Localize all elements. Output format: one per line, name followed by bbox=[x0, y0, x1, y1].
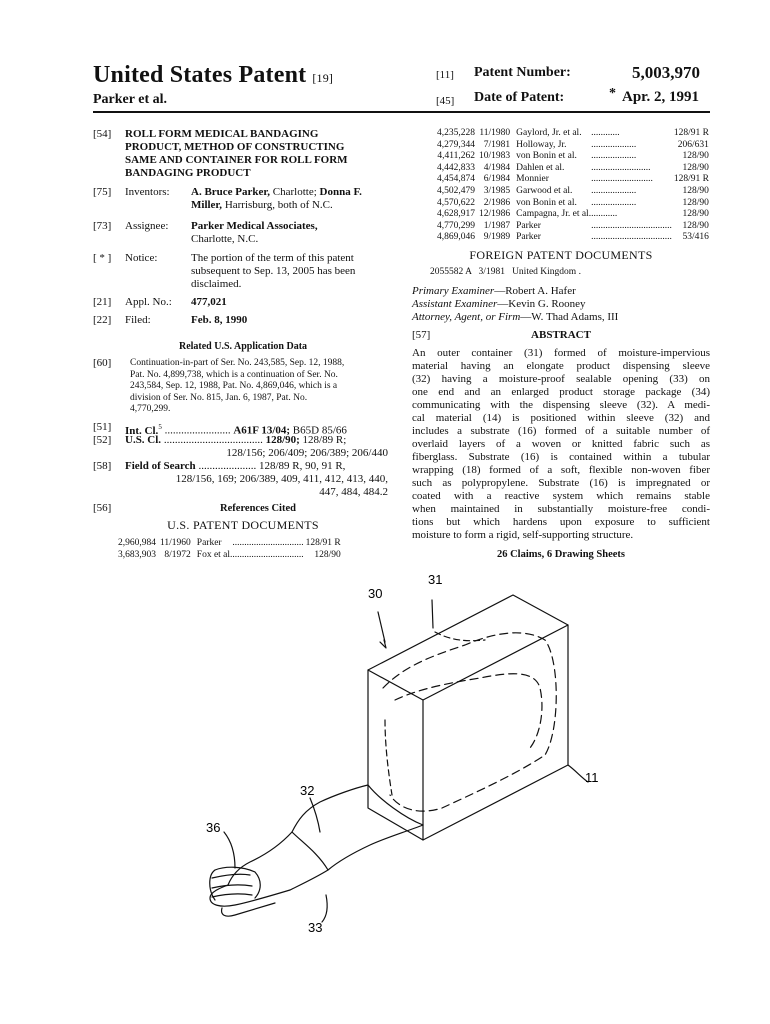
ref-number: 3,683,903 bbox=[118, 549, 156, 560]
field-code: [73] bbox=[93, 220, 112, 232]
field-label: Appl. No.: bbox=[125, 296, 172, 308]
roll-inner-dashed bbox=[395, 674, 542, 748]
ref-leader-dots: .............................. bbox=[232, 538, 304, 548]
field-label: Assignee: bbox=[125, 220, 169, 232]
inventor-name: Donna F. bbox=[319, 186, 362, 198]
field-code: [57] bbox=[412, 329, 431, 341]
ref-name: Holloway, Jr. bbox=[516, 139, 567, 150]
ref-number: 4,770,299 bbox=[437, 220, 475, 231]
field-code: [52] bbox=[93, 434, 112, 446]
inventor-name: A. Bruce Parker, bbox=[191, 186, 271, 198]
continuation-line: 243,584, Sep. 12, 1988, Pat. No. 4,869,046, which is a bbox=[130, 381, 338, 391]
inventor-city: Charlotte; bbox=[270, 186, 320, 198]
seam-dashed bbox=[435, 632, 485, 641]
left-column bbox=[93, 128, 393, 568]
left-refs-table bbox=[118, 538, 341, 561]
ref-name: Monnier bbox=[516, 174, 549, 185]
ref-name: Dahlen et al. bbox=[516, 162, 565, 173]
sleeve-crease bbox=[292, 832, 328, 870]
ref-leader-dots: ............ bbox=[591, 128, 620, 138]
field-code: [22] bbox=[93, 314, 112, 326]
field-notice bbox=[93, 252, 393, 291]
ref-class: 128/90 bbox=[314, 549, 341, 560]
reference-row bbox=[437, 209, 709, 221]
field-superscript: 5 bbox=[158, 423, 162, 431]
invention-title-line: PRODUCT, METHOD OF CONSTRUCTING bbox=[125, 141, 345, 153]
tab-line bbox=[212, 894, 252, 897]
attorney-value: —W. Thad Adams, III bbox=[520, 311, 619, 323]
ref-number: 4,235,228 bbox=[437, 128, 475, 138]
field-56-references bbox=[93, 502, 393, 515]
continuation-line: division of Ser. No. 815, Jan. 6, 1987, Pat. No. bbox=[130, 392, 308, 403]
patent-authors: Parker et al. bbox=[93, 92, 167, 107]
ref-name: Parker bbox=[516, 232, 541, 243]
ref-class: 128/90 bbox=[682, 197, 709, 208]
us-cl-value: 128/89 R; bbox=[299, 434, 347, 446]
abstract-line: overlaid layers of a woven or knitted fabric such as bbox=[412, 438, 710, 450]
field-label: Inventors: bbox=[125, 186, 170, 198]
field-label: Notice: bbox=[125, 252, 158, 264]
reference-row bbox=[437, 186, 709, 198]
continuation-line: Pat. No. 4,899,738, which is a continuation of Ser. No. bbox=[130, 369, 338, 380]
ref-date: 8/1972 bbox=[164, 549, 191, 560]
reference-row bbox=[437, 140, 709, 152]
leader-36 bbox=[224, 832, 235, 868]
front-dashed bbox=[385, 720, 392, 795]
leader-30 bbox=[378, 612, 385, 642]
int-cl-value: A61F 13/04; bbox=[233, 424, 291, 437]
attorney-label: Attorney, Agent, or Firm bbox=[412, 311, 521, 323]
ref-date: 12/1986 bbox=[479, 209, 511, 220]
right-column bbox=[412, 128, 710, 568]
tab-line bbox=[212, 885, 252, 888]
reference-row bbox=[437, 174, 709, 186]
primary-examiner-label: Primary Examiner bbox=[412, 285, 495, 297]
field-label: Filed: bbox=[125, 314, 151, 326]
field-label: Field of Search bbox=[125, 460, 196, 472]
ref-date: 11/1980 bbox=[479, 128, 511, 138]
abstract-line: coated with a reactive system which remains stable bbox=[412, 490, 710, 502]
ref-date: 2/1986 bbox=[483, 197, 511, 208]
assignee-city: Charlotte, N.C. bbox=[191, 233, 259, 245]
patent-number-value: 5,003,970 bbox=[632, 63, 700, 82]
search-continuation: 447, 484, 484.2 bbox=[319, 486, 388, 498]
references-heading: References Cited bbox=[220, 503, 296, 514]
field-code: [56] bbox=[93, 502, 112, 514]
field-60-continuation bbox=[93, 358, 393, 416]
field-code: [54] bbox=[93, 128, 112, 140]
ref-leader-dots: ................... bbox=[591, 185, 637, 196]
abstract-line: includes a substrate (16) formed of a suitable number of bbox=[412, 425, 710, 437]
field-code: [51] bbox=[93, 421, 112, 433]
reference-row bbox=[118, 550, 341, 562]
abstract-line: when maintained in substantially moisture-free condi- bbox=[412, 503, 710, 515]
ref-leader-dots: ................... bbox=[591, 151, 637, 162]
ref-name: Campagna, Jr. et al. bbox=[516, 209, 592, 220]
ref-class: 128/90 bbox=[682, 220, 709, 231]
leader-31 bbox=[432, 600, 433, 628]
tab-bottom bbox=[222, 903, 275, 916]
assistant-examiner-value: —Kevin G. Rooney bbox=[497, 298, 586, 310]
header-rule bbox=[93, 111, 710, 113]
ref-number: 4,502,479 bbox=[437, 185, 475, 196]
ref-date: 1/1987 bbox=[483, 220, 511, 231]
label-33: 33 bbox=[308, 920, 323, 935]
ref-class: 128/91 R bbox=[305, 538, 341, 548]
ref-leader-dots: ................... bbox=[591, 197, 637, 208]
leader-dots: ..................... bbox=[195, 460, 259, 472]
invention-title-line: BANDAGING PRODUCT bbox=[125, 167, 251, 179]
container-right-face bbox=[423, 625, 568, 840]
inventor-name: Miller, bbox=[191, 199, 223, 211]
ref-date: 4/1984 bbox=[483, 162, 511, 173]
reference-row bbox=[437, 151, 709, 163]
abstract-body bbox=[412, 347, 710, 542]
title-text: United States Patent bbox=[93, 62, 307, 88]
abstract-line: such as polypropylene. Substrate (16) is impregnated or bbox=[412, 477, 710, 489]
field-75-inventors bbox=[93, 186, 393, 212]
primary-examiner-line bbox=[412, 285, 576, 298]
assistant-examiner-label: Assistant Examiner bbox=[412, 298, 498, 310]
inventor-line bbox=[191, 199, 393, 212]
ref-number: 4,454,874 bbox=[437, 174, 475, 185]
attorney-line bbox=[412, 311, 618, 324]
ref-name: von Bonin et al. bbox=[516, 151, 577, 162]
abstract-line: one end and an enlarged product storage package (34) bbox=[412, 386, 710, 398]
ref-number: 4,869,046 bbox=[437, 232, 475, 243]
ref-class: 128/90 bbox=[682, 185, 709, 196]
ref-class: 53/416 bbox=[682, 232, 709, 243]
notice-line: The portion of the term of this patent bbox=[191, 252, 354, 264]
references-table bbox=[118, 538, 341, 561]
label-11: 11 bbox=[585, 770, 599, 785]
appl-no-value: 477,021 bbox=[191, 296, 227, 308]
ref-class: 128/90 bbox=[682, 209, 709, 220]
date-code: [45] bbox=[436, 95, 455, 107]
ref-leader-dots: .......................... bbox=[591, 174, 653, 185]
patent-title bbox=[93, 62, 333, 89]
us-patent-docs-heading: U.S. PATENT DOCUMENTS bbox=[167, 518, 319, 532]
ref-date: 3/1985 bbox=[483, 185, 511, 196]
abstract-line: tions but which hardens upon exposure to sufficient bbox=[412, 516, 710, 528]
ref-class: 128/90 bbox=[682, 162, 709, 173]
abstract-line: moisture to form a rigid, self-supporting structure. bbox=[412, 529, 634, 541]
ref-leader-dots: .............................. bbox=[232, 549, 304, 560]
field-code: [ * ] bbox=[93, 252, 112, 264]
ref-class: 128/90 bbox=[682, 151, 709, 162]
field-code: [75] bbox=[93, 186, 112, 198]
field-58-search bbox=[93, 460, 393, 499]
inventor-city: Harrisburg, both of N.C. bbox=[222, 199, 333, 211]
field-57-abstract-header bbox=[412, 329, 710, 342]
abstract-line: An outer container (31) formed of moisture-impervious bbox=[412, 347, 710, 359]
field-label: U.S. Cl. bbox=[125, 434, 162, 446]
assistant-examiner-line bbox=[412, 298, 586, 311]
references-table bbox=[437, 128, 709, 244]
leader-dots: .................................... bbox=[161, 434, 266, 446]
abstract-line: fiberglass. Substrate (16) is contained within a tubular bbox=[412, 451, 710, 463]
assignee-name: Parker Medical Associates, bbox=[191, 220, 318, 232]
abstract-heading: ABSTRACT bbox=[531, 329, 591, 341]
search-value: 128/89 R, 90, 91 R, bbox=[258, 460, 346, 472]
ref-class: 206/631 bbox=[677, 139, 709, 150]
field-code: [21] bbox=[93, 296, 112, 308]
field-73-assignee bbox=[93, 220, 393, 246]
notice-line: disclaimed. bbox=[191, 278, 242, 290]
continuation-line: Continuation-in-part of Ser. No. 243,585, Sep. 12, 1988, bbox=[130, 358, 345, 368]
label-31: 31 bbox=[428, 572, 443, 587]
ref-leader-dots: ......................... bbox=[591, 162, 651, 173]
ref-number: 4,279,344 bbox=[437, 139, 475, 150]
ref-name: Fox et al. bbox=[196, 549, 233, 560]
reference-row bbox=[437, 232, 709, 244]
patent-drawing bbox=[180, 570, 600, 940]
ref-date: 11/1960 bbox=[160, 538, 191, 548]
ref-leader-dots: .................................. bbox=[591, 220, 672, 231]
ref-number: 4,628,917 bbox=[437, 209, 475, 220]
date-value: Apr. 2, 1991 bbox=[622, 89, 699, 105]
ref-date: 6/1984 bbox=[483, 174, 511, 185]
foreign-docs-heading: FOREIGN PATENT DOCUMENTS bbox=[469, 248, 653, 262]
field-label: Int. Cl. bbox=[125, 424, 159, 437]
tab-line bbox=[212, 874, 250, 878]
abstract-line: cal material (14) is positioned within sleeve (32) and bbox=[412, 412, 710, 424]
ref-name: Parker bbox=[516, 220, 541, 231]
field-code: [58] bbox=[93, 460, 112, 472]
claims-line: 26 Claims, 6 Drawing Sheets bbox=[496, 549, 626, 560]
abstract-line: (32) having a moisture-proof sealable opening (33) on bbox=[412, 373, 710, 385]
ref-name: Gaylord, Jr. et al. bbox=[516, 128, 582, 138]
label-32: 32 bbox=[300, 783, 315, 798]
ref-class: 128/91 R bbox=[673, 128, 709, 138]
reference-row bbox=[437, 198, 709, 210]
ref-date: 9/1989 bbox=[483, 232, 511, 243]
patent-number-row bbox=[436, 67, 454, 83]
ref-leader-dots: ........... bbox=[591, 209, 618, 220]
foreign-ref-row: 2055582 A 3/1981 United Kingdom . bbox=[430, 267, 581, 277]
date-row bbox=[436, 93, 454, 109]
primary-examiner-value: —Robert A. Hafer bbox=[494, 285, 576, 297]
ref-class: 128/91 R bbox=[673, 174, 709, 185]
ref-name: Garwood et al. bbox=[516, 185, 573, 196]
continuation-line: 4,770,299. bbox=[130, 404, 171, 414]
search-continuation: 128/156, 169; 206/389, 409, 411, 412, 413, 440, bbox=[175, 473, 388, 485]
ref-date: 7/1981 bbox=[483, 139, 511, 150]
ref-leader-dots: .................................. bbox=[591, 232, 672, 243]
abstract-line: wrapping (18) formed of a soft, flexible non-woven fiber bbox=[412, 464, 710, 476]
notice-line: subsequent to Sep. 13, 2005 has been bbox=[191, 265, 356, 277]
related-data-heading: Related U.S. Application Data bbox=[178, 341, 308, 352]
ref-number: 4,442,833 bbox=[437, 162, 475, 173]
field-code: [60] bbox=[93, 357, 112, 369]
reference-row bbox=[437, 128, 709, 140]
ref-name: Parker bbox=[196, 538, 222, 548]
abstract-line: material having an elongate product dispensing sleeve bbox=[412, 360, 710, 372]
sleeve-fold bbox=[368, 785, 423, 825]
patent-number-code: [11] bbox=[436, 69, 454, 81]
label-30: 30 bbox=[368, 586, 383, 601]
patent-number-label: Patent Number: bbox=[474, 65, 571, 80]
inventor-line bbox=[191, 186, 393, 199]
invention-title-line: ROLL FORM MEDICAL BANDAGING bbox=[125, 128, 319, 140]
us-cl-continuation: 128/156; 206/409; 206/389; 206/440 bbox=[226, 447, 388, 459]
invention-title-line: SAME AND CONTAINER FOR ROLL FORM bbox=[125, 154, 348, 166]
us-cl-value: 128/90; bbox=[265, 434, 300, 446]
reference-row bbox=[118, 538, 341, 550]
ref-name: von Bonin et al. bbox=[516, 197, 577, 208]
filed-value: Feb. 8, 1990 bbox=[191, 314, 248, 326]
ref-number: 4,570,622 bbox=[437, 197, 475, 208]
reference-row bbox=[437, 163, 709, 175]
leader-33 bbox=[322, 895, 327, 922]
ref-number: 4,411,262 bbox=[437, 151, 475, 162]
right-refs-table-wrap bbox=[437, 128, 709, 244]
date-label: Date of Patent: bbox=[474, 90, 565, 105]
sleeve-bottom-edge bbox=[290, 825, 423, 890]
ref-leader-dots: ................... bbox=[591, 139, 637, 150]
title-ref-code: [19] bbox=[312, 71, 334, 85]
reference-row bbox=[437, 221, 709, 233]
ref-date: 10/1983 bbox=[479, 151, 511, 162]
label-36: 36 bbox=[206, 820, 221, 835]
ref-number: 2,960,984 bbox=[118, 538, 156, 548]
int-cl-value: B65D 85/66 bbox=[290, 424, 347, 437]
field-52-us-cl bbox=[93, 434, 393, 460]
date-star: * bbox=[609, 86, 616, 101]
leader-dots: ........................ bbox=[161, 424, 234, 437]
abstract-line: communicating with the dispensing sleeve (32). A medi- bbox=[412, 399, 710, 411]
field-54-title bbox=[93, 128, 393, 180]
